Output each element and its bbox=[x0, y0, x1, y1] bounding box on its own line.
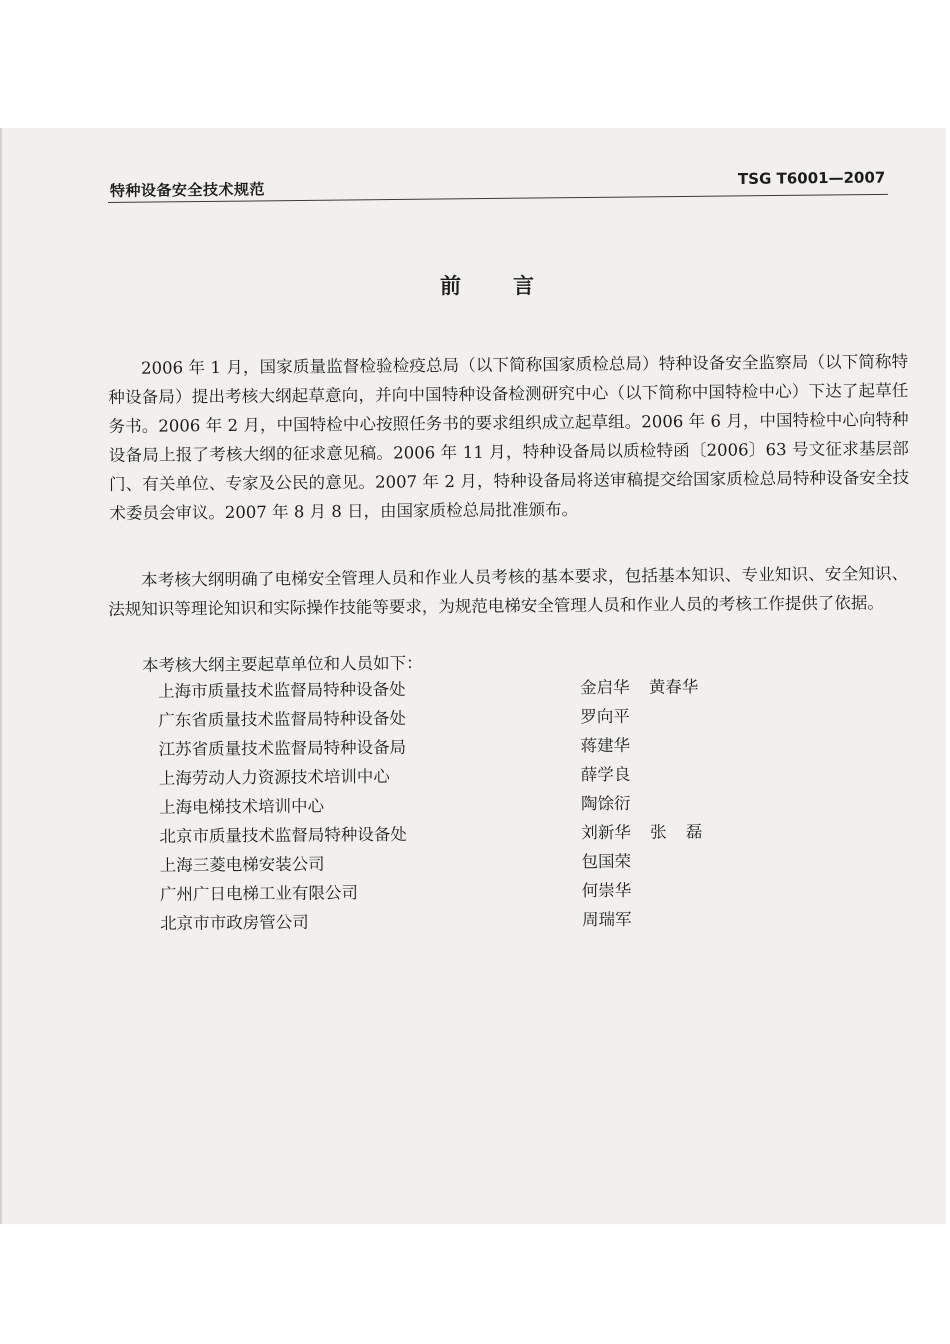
drafter-people: 何崇华 bbox=[581, 880, 632, 901]
drafter-people: 金启华 黄春华 bbox=[580, 677, 699, 698]
drafter-unit: 江苏省质量技术监督局特种设备局 bbox=[158, 737, 407, 759]
page-edge-shadow bbox=[0, 128, 3, 1224]
drafter-people: 包国荣 bbox=[581, 851, 632, 872]
drafter-people: 蒋建华 bbox=[580, 735, 631, 756]
paragraph-purpose: 本考核大纲明确了电梯安全管理人员和作业人员考核的基本要求，包括基本知识、专业知识、安全知识、法规知识等理论知识和实际操作技能等要求，为规范电梯安全管理人员和作业人员的考核工作提供了依据。 bbox=[108, 564, 909, 619]
paragraph-drafters-intro: 本考核大纲主要起草单位和人员如下： bbox=[142, 653, 423, 675]
drafter-unit: 北京市市政房管公司 bbox=[160, 912, 309, 933]
paragraph-history: 2006 年 1 月，国家质量监督检验检疫总局（以下简称国家质检总局）特种设备安全监察局（以下简称特种设备局）提出考核大纲起草意向，并向中国特种设备检测研究中心（以下简称中国特检中心）下达了起草任务书。2006 年 2 月，中国特检中心按照任务书的要求组织成立起草组。2006 年 6 月，中国特检中心向特种设备局上报了考核大纲的征求意见稿。2006 年 11 月，特种设备局以质检特函〔2006〕63 号文征求基层部门、有关单位、专家及公民的意见。2007 年 2 月，特种设备局将送审稿提交给国家质检总局特种设备安全技术委员会审议。2007 年 8 月 8 日，由国家质检总局批准颁布。 bbox=[108, 352, 910, 523]
drafter-unit: 广东省质量技术监督局特种设备处 bbox=[158, 708, 406, 730]
drafter-row bbox=[160, 904, 780, 938]
drafter-people: 周瑞军 bbox=[582, 909, 632, 930]
drafter-unit: 上海市质量技术监督局特种设备处 bbox=[158, 679, 406, 701]
drafter-people: 罗向平 bbox=[580, 706, 630, 727]
series-title: 特种设备安全技术规范 bbox=[109, 180, 266, 200]
drafter-people: 陶馀衍 bbox=[581, 793, 631, 814]
standard-code: TSG T6001—2007 bbox=[737, 168, 886, 188]
page-title: 前言 bbox=[440, 274, 586, 298]
drafter-people: 刘新华 张 磊 bbox=[581, 822, 703, 843]
drafter-people: 薛学良 bbox=[580, 764, 631, 785]
drafter-unit: 北京市质量技术监督局特种设备处 bbox=[159, 824, 407, 846]
drafter-unit: 广州广日电梯工业有限公司 bbox=[159, 883, 358, 904]
drafter-list bbox=[158, 672, 780, 938]
drafter-unit: 上海劳动人力资源技术培训中心 bbox=[158, 766, 390, 788]
drafter-unit: 上海三菱电梯安装公司 bbox=[159, 854, 325, 875]
drafter-unit: 上海电梯技术培训中心 bbox=[159, 796, 325, 817]
